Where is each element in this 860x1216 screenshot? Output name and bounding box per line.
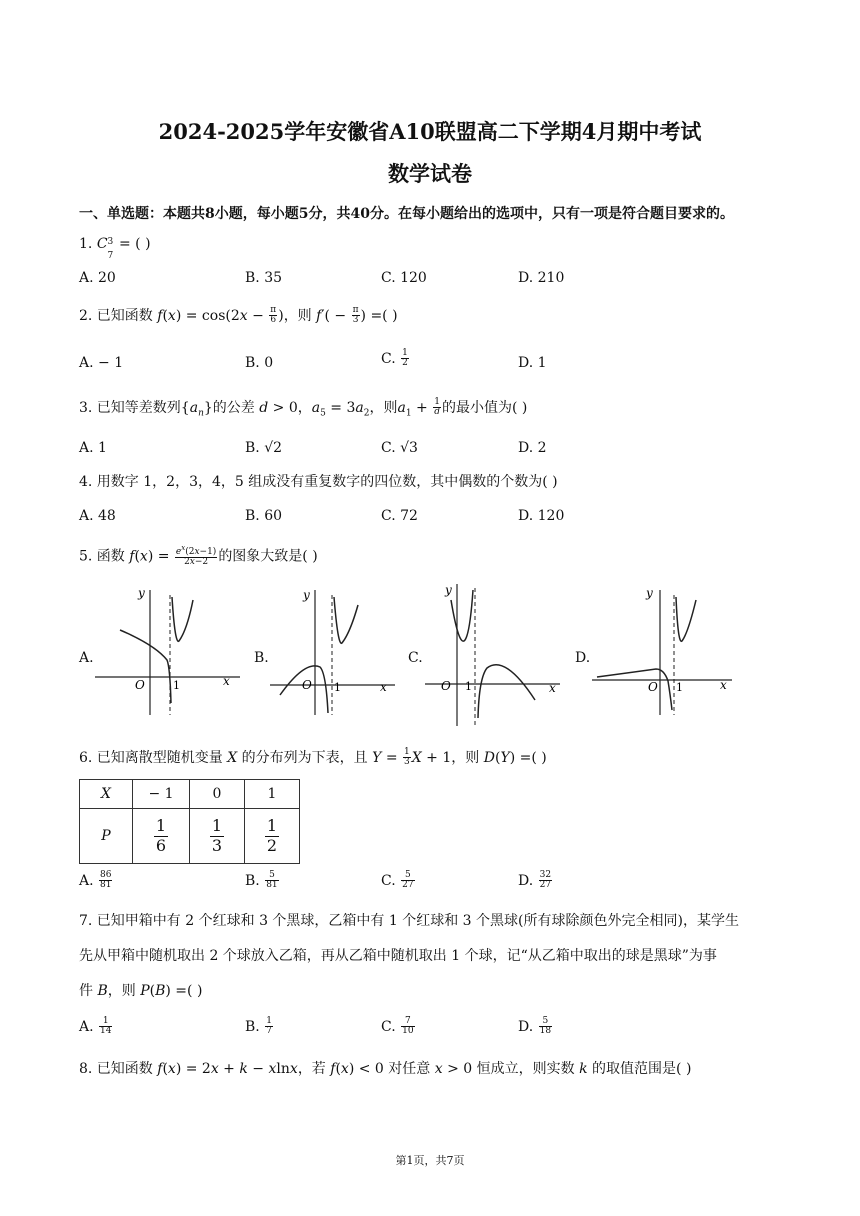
q4-option-b: B. 60	[245, 508, 283, 524]
q1-option-c: C. 120	[381, 270, 427, 286]
page-footer: 第1页，共7页	[395, 1154, 465, 1167]
svg-text:x: x	[223, 674, 230, 688]
distribution-table	[79, 779, 300, 864]
question-2: 2. 已知函数 f(x) = cos(2x − $\frac{\pi}{6}$ )，则 f′( − $\frac{\pi}{3}$ ) =( )	[79, 305, 398, 326]
graph-c	[425, 578, 565, 728]
table-header-cell: 1	[245, 780, 300, 809]
exam-subtitle: 数学试卷	[388, 161, 472, 186]
table-header-cell: 0	[190, 780, 245, 809]
question-3: 3. 已知等差数列$\{a_n\}$的公差 d > 0，$a_5 = 3a_2$，则$a_1$ + $\frac{1}{d}$ 的最小值为( )	[79, 397, 528, 419]
table-cell: $\frac{1}{6}$	[133, 809, 190, 864]
graph-b	[270, 585, 400, 720]
svg-text:x: x	[720, 678, 727, 692]
graph-c-label: C.	[408, 650, 423, 666]
question-7-line-3: 件 B，则 P(B) =( )	[79, 983, 203, 999]
graph-d	[592, 585, 737, 720]
svg-text:1: 1	[676, 681, 683, 694]
q6-option-a: A. $\frac{86}{81}$	[79, 870, 112, 891]
svg-text:y: y	[445, 583, 452, 597]
q2-option-a: A. − 1	[79, 355, 124, 371]
q7-option-c: C. $\frac{7}{10}$	[381, 1016, 414, 1037]
q3-option-d: D. 2	[518, 440, 547, 456]
q1-option-d: D. 210	[518, 270, 565, 286]
q1-option-b: B. 35	[245, 270, 283, 286]
table-header-cell: X	[80, 780, 133, 809]
q4-option-a: A. 48	[79, 508, 116, 524]
graph-a-label: A.	[79, 650, 94, 666]
q3-option-c: C. √3	[381, 440, 418, 456]
question-1: 1. C 3 7 = ( )	[79, 236, 151, 261]
table-header-cell: − 1	[133, 780, 190, 809]
q7-option-a: A. $\frac{1}{14}$	[79, 1016, 112, 1037]
svg-text:O: O	[648, 680, 658, 694]
question-4: 4. 用数字 1，2，3，4，5 组成没有重复数字的四位数，其中偶数的个数为( )	[79, 474, 558, 490]
svg-text:x: x	[380, 680, 387, 694]
q2-option-b: B. 0	[245, 355, 274, 371]
q7-option-b: B. $\frac{1}{7}$	[245, 1016, 272, 1037]
q4-option-d: D. 120	[518, 508, 565, 524]
exam-title: 2024-2025学年安徽省A10联盟高二下学期4月期中考试	[158, 119, 702, 144]
question-8: 8. 已知函数 f(x) = 2x + k − xlnx，若 f(x) < 0 对任意 x > 0 恒成立，则实数 k 的取值范围是( )	[79, 1061, 692, 1077]
q1-option-a: A. 20	[79, 270, 116, 286]
q3-option-a: A. 1	[79, 440, 107, 456]
svg-text:1: 1	[465, 680, 472, 693]
table-cell: $\frac{1}{2}$	[245, 809, 300, 864]
table-cell: $\frac{1}{3}$	[190, 809, 245, 864]
svg-text:1: 1	[334, 681, 341, 694]
graph-a	[95, 585, 245, 720]
svg-text:1: 1	[173, 679, 180, 692]
q2-option-c: C. $\frac{1}{2}$	[381, 348, 408, 369]
table-row-label: P	[80, 809, 133, 864]
q6-option-c: C. $\frac{5}{27}$	[381, 870, 414, 891]
q6-option-d: D. $\frac{32}{27}$	[518, 870, 552, 891]
question-5: 5. 函数 f(x) = $\frac{e^x(2x-1)}{2x-2}$ 的图象大致是( )	[79, 544, 318, 568]
svg-text:y: y	[646, 586, 653, 600]
svg-text:O: O	[441, 679, 451, 693]
svg-text:O: O	[135, 678, 145, 692]
q6-option-b: B. $\frac{5}{81}$	[245, 870, 278, 891]
q7-option-d: D. $\frac{5}{18}$	[518, 1016, 552, 1037]
question-6: 6. 已知离散型随机变量 X 的分布列为下表，且 Y = $\frac{1}{3}$ X + 1，则 D(Y) =( )	[79, 747, 547, 768]
svg-text:y: y	[138, 586, 145, 600]
q4-option-c: C. 72	[381, 508, 418, 524]
q3-option-b: B. √2	[245, 440, 283, 456]
graph-b-label: B.	[254, 650, 269, 666]
svg-text:O: O	[302, 678, 312, 692]
q2-option-d: D. 1	[518, 355, 547, 371]
graph-d-label: D.	[575, 650, 591, 666]
svg-text:y: y	[303, 588, 310, 602]
svg-text:x: x	[549, 681, 556, 695]
section-heading: 一、单选题：本题共8小题，每小题5分，共40分。在每小题给出的选项中，只有一项是符合题目要求的。	[79, 206, 734, 222]
question-7-line-2: 先从甲箱中随机取出 2 个球放入乙箱，再从乙箱中随机取出 1 个球，记“从乙箱中取出的球是黑球”为事	[79, 948, 717, 964]
question-7-line-1: 7. 已知甲箱中有 2 个红球和 3 个黑球，乙箱中有 1 个红球和 3 个黑球(所有球除颜色外完全相同)，某学生	[79, 913, 739, 929]
